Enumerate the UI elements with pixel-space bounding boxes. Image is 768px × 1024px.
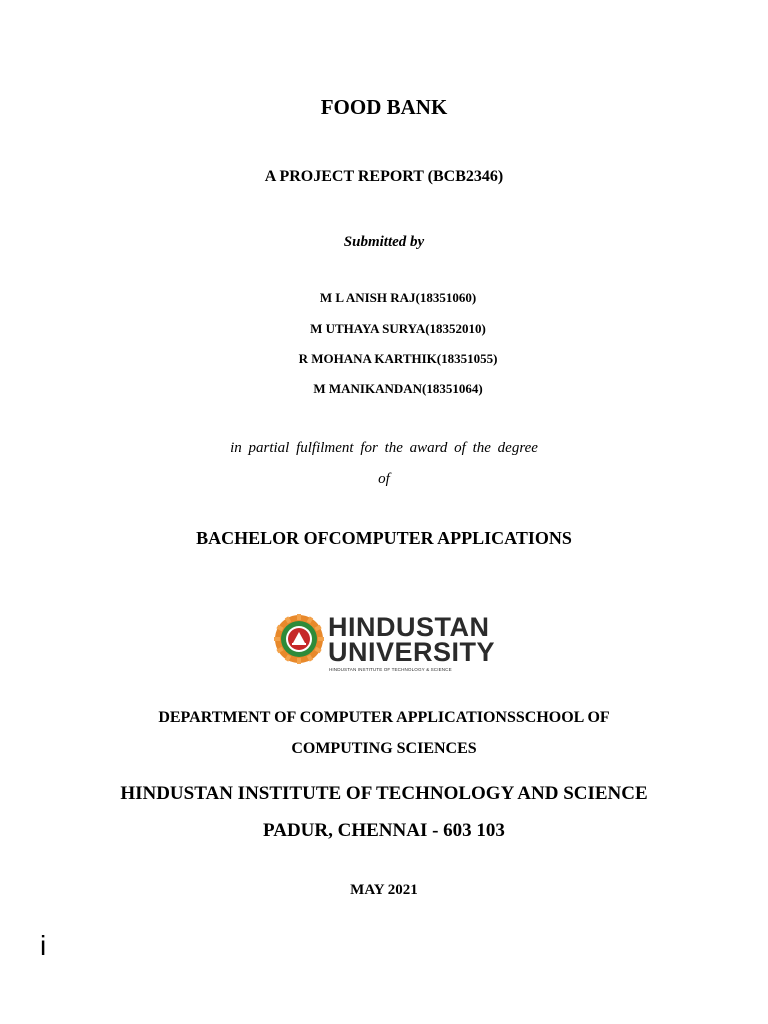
report-date: MAY 2021	[350, 882, 418, 898]
department-line1: DEPARTMENT OF COMPUTER APPLICATIONSSCHOOL OF	[158, 709, 610, 726]
institute-address: PADUR, CHENNAI - 603 103	[263, 820, 505, 841]
submitted-by-label: Submitted by	[343, 234, 425, 250]
report-code: A PROJECT REPORT (BCB2346)	[264, 168, 504, 185]
university-seal-icon	[274, 614, 324, 664]
member-name: M MANIKANDAN(18351064)	[313, 381, 483, 396]
member-name: M L ANISH RAJ(18351060)	[319, 290, 477, 305]
of-text: of	[378, 471, 390, 487]
logo-wordmark-line1: HINDUSTAN	[328, 612, 490, 642]
degree-name: BACHELOR OFCOMPUTER APPLICATIONS	[196, 528, 572, 548]
report-title: FOOD BANK	[320, 95, 448, 119]
logo-subtitle: HINDUSTAN INSTITUTE OF TECHNOLOGY & SCIENCE	[329, 667, 452, 672]
member-name: R MOHANA KARTHIK(18351055)	[298, 351, 498, 366]
member-name: M UTHAYA SURYA(18352010)	[310, 321, 486, 336]
university-logo	[274, 612, 500, 676]
logo-wordmark-line2: UNIVERSITY	[328, 637, 496, 667]
partial-fulfilment-text: in partial fulfilment for the award of the degree	[230, 440, 538, 456]
institute-name: HINDUSTAN INSTITUTE OF TECHNOLOGY AND SCIENCE	[120, 783, 648, 804]
page-number: i	[40, 930, 47, 961]
department-line2: COMPUTING SCIENCES	[291, 740, 477, 757]
